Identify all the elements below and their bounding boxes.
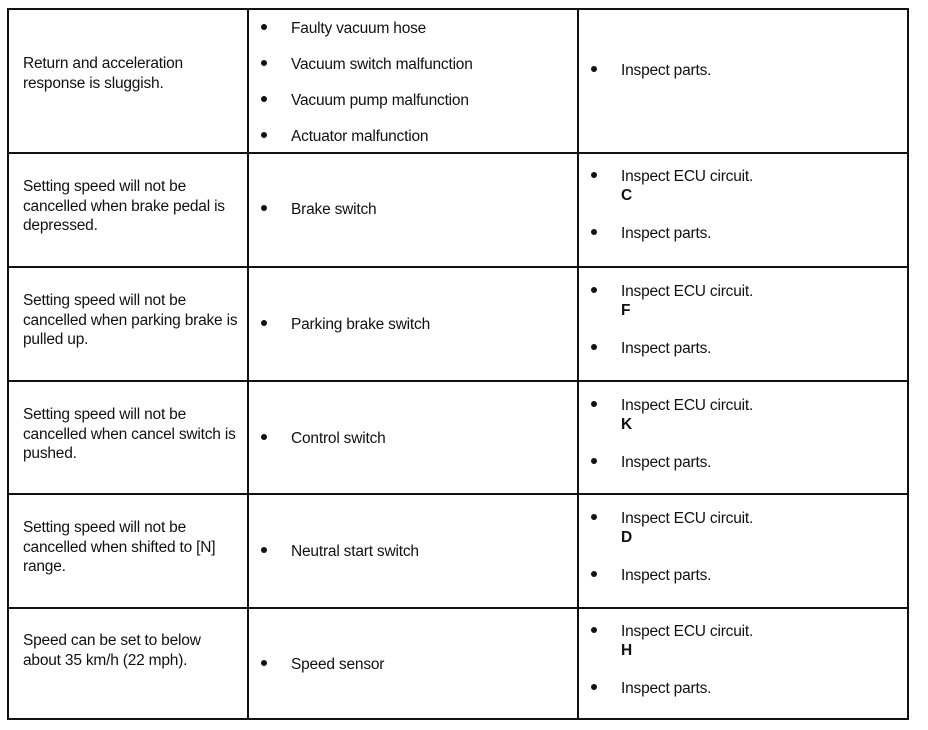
cause-cell xyxy=(247,495,577,607)
bullet-icon xyxy=(591,172,597,178)
cause-item: Actuator malfunction xyxy=(261,127,428,146)
bullet-icon xyxy=(591,458,597,464)
cause-item: Faulty vacuum hose xyxy=(261,19,426,38)
symptom-text: Setting speed will not be cancelled when brake pedal is depressed. xyxy=(23,178,225,234)
table-row xyxy=(9,10,907,152)
symptom-text: Setting speed will not be cancelled when cancel switch is pushed. xyxy=(23,406,236,462)
bullet-icon xyxy=(261,60,267,66)
action-item: Inspect parts. xyxy=(591,679,711,698)
bullet-icon xyxy=(261,24,267,30)
cause-item: Brake switch xyxy=(261,200,376,219)
troubleshooting-table xyxy=(7,8,909,720)
bullet-icon xyxy=(261,547,267,553)
symptom-cell xyxy=(9,495,247,607)
symptom-cell xyxy=(9,10,247,152)
bullet-icon xyxy=(591,684,597,690)
cause-item: Vacuum switch malfunction xyxy=(261,55,473,74)
symptom-cell xyxy=(9,609,247,718)
bullet-icon xyxy=(261,96,267,102)
cause-item: Neutral start switch xyxy=(261,542,419,561)
cause-cell xyxy=(247,609,577,718)
cause-cell xyxy=(247,382,577,493)
bullet-icon xyxy=(261,320,267,326)
table-row xyxy=(9,152,907,266)
cause-cell xyxy=(247,10,577,152)
action-item: Inspect parts. xyxy=(591,224,711,243)
symptom-cell xyxy=(9,382,247,493)
bullet-icon xyxy=(261,434,267,440)
table-row xyxy=(9,493,907,607)
circuit-code: C xyxy=(621,187,632,204)
action-cell xyxy=(577,495,907,607)
circuit-code: K xyxy=(621,416,632,433)
action-item: Inspect parts. xyxy=(591,339,711,358)
bullet-icon xyxy=(591,66,597,72)
cause-item: Control switch xyxy=(261,429,386,448)
action-item: Inspect parts. xyxy=(591,61,711,80)
symptom-text: Setting speed will not be cancelled when shifted to [N] range. xyxy=(23,519,216,575)
bullet-icon xyxy=(261,660,267,666)
action-item: Inspect ECU circuit. H xyxy=(591,622,753,660)
bullet-icon xyxy=(591,627,597,633)
symptom-text: Speed can be set to below about 35 km/h (22 mph). xyxy=(23,632,201,669)
symptom-cell xyxy=(9,154,247,266)
cause-item: Vacuum pump malfunction xyxy=(261,91,469,110)
action-cell xyxy=(577,382,907,493)
table-row xyxy=(9,607,907,718)
circuit-code: H xyxy=(621,642,632,659)
action-item: Inspect parts. xyxy=(591,566,711,585)
bullet-icon xyxy=(591,571,597,577)
circuit-code: D xyxy=(621,529,632,546)
bullet-icon xyxy=(591,401,597,407)
symptom-text: Setting speed will not be cancelled when parking brake is pulled up. xyxy=(23,292,238,348)
circuit-code: F xyxy=(621,302,631,319)
action-cell xyxy=(577,154,907,266)
cause-item: Parking brake switch xyxy=(261,315,430,334)
bullet-icon xyxy=(591,344,597,350)
table-row xyxy=(9,266,907,380)
bullet-icon xyxy=(261,132,267,138)
action-item: Inspect parts. xyxy=(591,453,711,472)
cause-item: Speed sensor xyxy=(261,655,384,674)
action-cell xyxy=(577,268,907,380)
bullet-icon xyxy=(591,287,597,293)
table-row xyxy=(9,380,907,493)
cause-cell xyxy=(247,268,577,380)
bullet-icon xyxy=(261,205,267,211)
action-item: Inspect ECU circuit. C xyxy=(591,167,753,205)
action-cell xyxy=(577,10,907,152)
action-item: Inspect ECU circuit. D xyxy=(591,509,753,547)
cause-cell xyxy=(247,154,577,266)
action-item: Inspect ECU circuit. K xyxy=(591,396,753,434)
bullet-icon xyxy=(591,514,597,520)
action-cell xyxy=(577,609,907,718)
action-item: Inspect ECU circuit. F xyxy=(591,282,753,320)
bullet-icon xyxy=(591,229,597,235)
symptom-text: Return and acceleration response is sluggish. xyxy=(23,55,183,92)
symptom-cell xyxy=(9,268,247,380)
